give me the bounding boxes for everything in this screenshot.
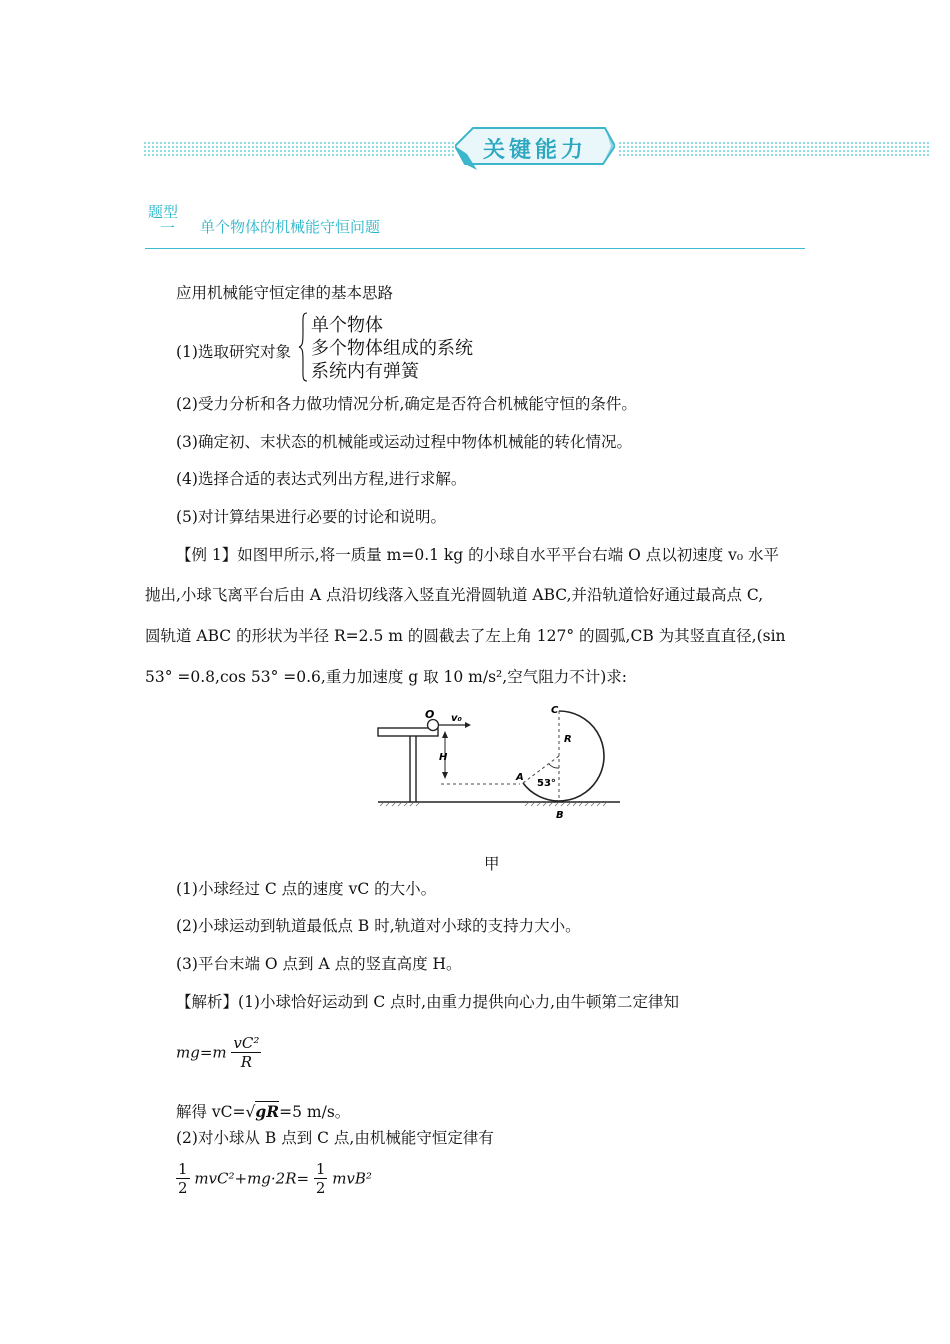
label-C: C (551, 705, 559, 716)
header-dots-left (143, 141, 455, 157)
label-B: B (556, 810, 564, 821)
label-angle: 53° (537, 778, 556, 789)
solution-text-1: (1)小球恰好运动到 C 点时,由重力提供向心力,由牛顿第二定律知 (238, 993, 680, 1011)
solution-vc-sqrt: gR (255, 1102, 280, 1121)
option-spring: 系统内有弹簧 (311, 361, 419, 382)
solution-vc-prefix: 解得 vC= (176, 1103, 246, 1121)
question-2: (2)小球运动到轨道最低点 B 时,轨道对小球的支持力大小。 (176, 917, 581, 935)
label-v0: v₀ (451, 713, 462, 724)
eq1-numerator: vC² (233, 1034, 260, 1052)
solution-line-1 (176, 990, 679, 1012)
eq2-half-1-den: 2 (178, 1179, 188, 1197)
label-H: H (439, 752, 448, 763)
solution-line-2 (176, 1100, 350, 1122)
option-single: 单个物体 (311, 315, 383, 336)
physics-figure (375, 700, 625, 825)
step-1-label: (1)选取研究对象 (176, 343, 291, 361)
section-banner (455, 124, 615, 168)
equation-1 (176, 1034, 261, 1071)
brace-icon (298, 312, 308, 382)
eq2-half-2-num: 1 (315, 1160, 326, 1178)
label-A: A (516, 772, 524, 783)
eq2-half-1 (176, 1160, 190, 1197)
step-4: (4)选择合适的表达式列出方程,进行求解。 (176, 470, 467, 488)
banner-title: 关键能力 (482, 138, 587, 163)
example-line-2: 抛出,小球飞离平台后由 A 点沿切线落入竖直光滑圆轨道 ABC,并沿轨道恰好通过最高点 C, (145, 586, 764, 604)
label-R: R (564, 734, 572, 745)
section-title: 单个物体的机械能守恒问题 (200, 218, 381, 236)
step-1-options (311, 314, 473, 383)
example-line-3: 圆轨道 ABC 的形状为半径 R=2.5 m 的圆截去了左上角 127° 的圆弧,CB 为其竖直直径,(sin (145, 627, 786, 645)
header-dots-right (618, 141, 930, 157)
eq2-half-2-den: 2 (315, 1179, 326, 1197)
section-rule (145, 248, 805, 249)
section-tag-line1: 题型 (148, 203, 179, 221)
section-tag-line2: 一 (160, 219, 176, 237)
eq1-left: mg=m (176, 1043, 227, 1062)
solution-label: 【解析】 (176, 993, 239, 1011)
eq2-half-2 (314, 1160, 328, 1197)
example-text-1: 如图甲所示,将一质量 m=0.1 kg 的小球自水平平台右端 O 点以初速度 v₀ 水平 (237, 546, 780, 564)
eq2-part-b: mvB² (332, 1169, 372, 1188)
equation-2 (176, 1160, 372, 1197)
figure-caption: 甲 (484, 855, 500, 873)
eq2-half-1-num: 1 (178, 1160, 188, 1178)
step-3: (3)确定初、末状态的机械能或运动过程中物体机械能的转化情况。 (176, 433, 632, 451)
intro-text: 应用机械能守恒定律的基本思路 (176, 284, 394, 302)
example-line-4: 53° =0.8,cos 53° =0.6,重力加速度 g 取 10 m/s²,空气阻力不计)求: (145, 668, 627, 686)
question-3: (3)平台末端 O 点到 A 点的竖直高度 H。 (176, 955, 462, 973)
option-multi: 多个物体组成的系统 (311, 338, 473, 359)
step-2: (2)受力分析和各力做功情况分析,确定是否符合机械能守恒的条件。 (176, 395, 637, 413)
eq1-fraction (231, 1034, 261, 1071)
eq1-denominator: R (240, 1053, 253, 1071)
label-O: O (425, 708, 435, 721)
sqrt-icon: √ (245, 1103, 256, 1121)
eq2-part-a: mvC²+mg·2R= (194, 1169, 310, 1188)
example-label: 【例 1】 (176, 546, 238, 564)
solution-line-3: (2)对小球从 B 点到 C 点,由机械能守恒定律有 (176, 1129, 494, 1147)
step-5: (5)对计算结果进行必要的讨论和说明。 (176, 508, 446, 526)
solution-vc-suffix: =5 m/s。 (279, 1103, 351, 1121)
question-1: (1)小球经过 C 点的速度 vC 的大小。 (176, 880, 437, 898)
example-line-1 (176, 543, 779, 565)
